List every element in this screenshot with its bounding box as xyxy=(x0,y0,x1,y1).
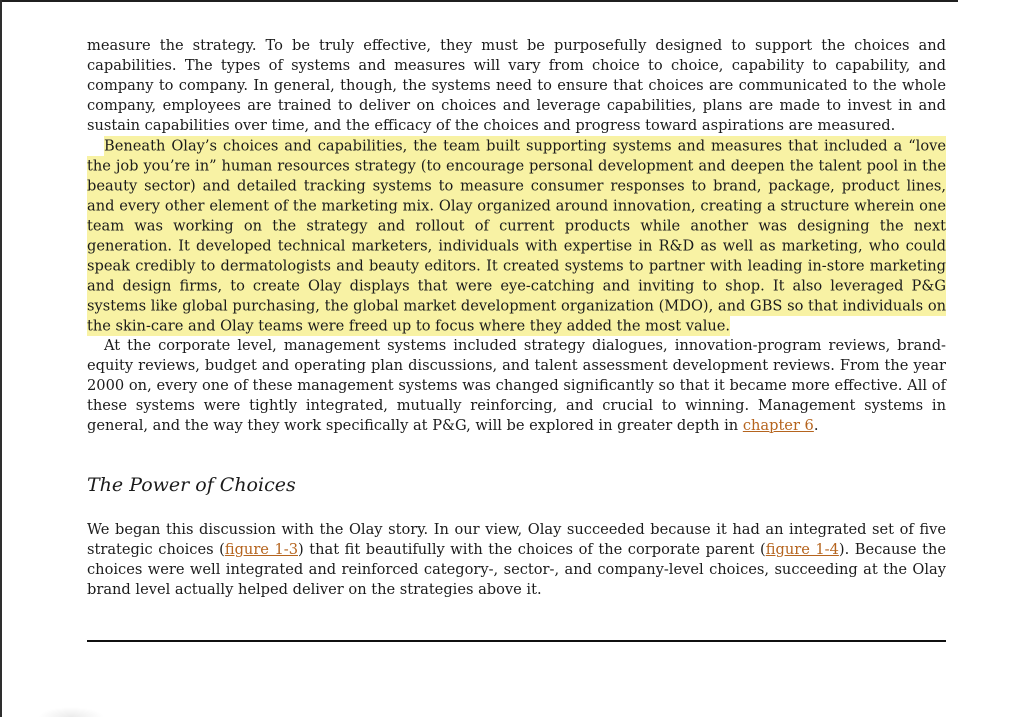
chapter-6-link[interactable]: chapter 6 xyxy=(742,417,814,434)
section-heading-power-of-choices: The Power of Choices xyxy=(87,474,296,496)
paragraph-corporate-systems xyxy=(87,336,946,436)
paragraph-systems-measures: measure the strategy. To be truly effective, they must be purposefully designed to support the choices and capabilities. The types of systems and measures will vary from choice to choice, capability to capability, and company to company. In general, though, the systems need to ensure that choices are communicated to the whole company, employees are trained to deliver on choices and leverage capabilities, plans are made to invest in and sustain capabilities over time, and the efficacy of the choices and progress toward aspirations are measured. xyxy=(87,37,946,134)
paragraph-corporate-systems-period: . xyxy=(813,417,819,434)
figure-1-3-link[interactable]: figure 1-3 xyxy=(224,541,298,558)
section-divider xyxy=(87,640,946,642)
highlighted-text: Beneath Olay’s choices and capabilities, the team built supporting systems and measures that included a “love the job you’re in” human resources strategy (to encourage personal development and deepen the talent pool in the beauty sector) and detailed tracking systems to measure consumer responses to brand, package, product lines, and every other element of the marketing mix. Olay organized around innovation, creating a structure wherein one team was working on the strategy and rollout of current products while another was designing the next generation. It developed technical marketers, individuals with expertise in R&D as well as marketing, who could speak credibly to dermatologists and beauty editors. It created systems to partner with leading in-store marketing and design firms, to create Olay displays that were eye-catching and inviting to shop. It also leveraged P&G systems like global purchasing, the global market development organization (MDO), and GBS so that individuals on the skin-care and Olay teams were freed up to focus where they added the most value. xyxy=(87,137,946,334)
paragraph-power-text-1: We began this discussion with the Olay story. In our view, Olay succeeded because it had an integrated set of five strategic choices ( xyxy=(87,521,946,558)
paragraph-power-text-3: ). Because the choices were well integrated and reinforced category-, sector-, and company-level choices, succeeding at the Olay brand level actually helped deliver on the strategies above it. xyxy=(87,541,946,598)
paragraph-power-of-choices xyxy=(87,520,946,600)
page-top-border xyxy=(0,0,958,2)
page-left-border xyxy=(0,0,2,717)
floating-button-shadow xyxy=(38,707,104,717)
page-content xyxy=(87,36,946,642)
paragraph-olay-highlighted xyxy=(87,136,946,336)
paragraph-power-text-2: ) that fit beautifully with the choices of the corporate parent ( xyxy=(297,541,766,558)
figure-1-4-link[interactable]: figure 1-4 xyxy=(765,541,839,558)
paragraph-corporate-systems-text: At the corporate level, management systems included strategy dialogues, innovation-program reviews, brand-equity reviews, budget and operating plan discussions, and talent assessment development reviews. From the year 2000 on, every one of these management systems was changed significantly so that it became more effective. All of these systems were tightly integrated, mutually reinforcing, and crucial to winning. Management systems in general, and the way they work specifically at P&G, will be explored in greater depth in xyxy=(87,337,946,434)
